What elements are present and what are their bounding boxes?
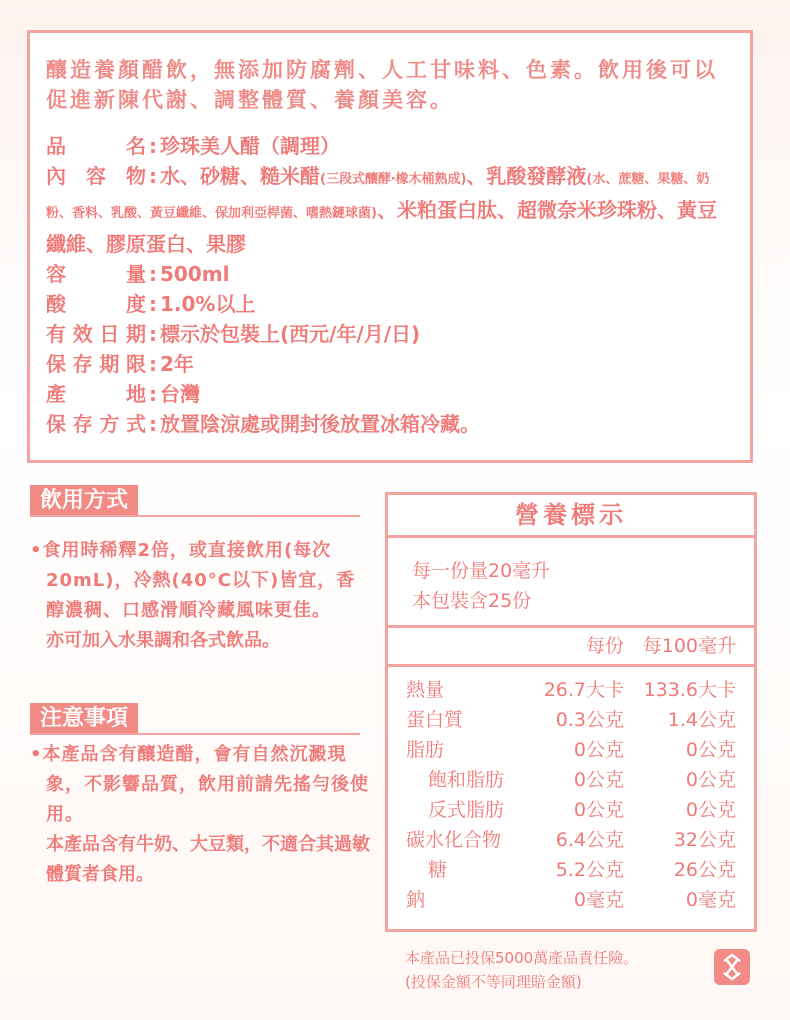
nutrient-per-100: 26公克: [673, 859, 736, 881]
serving-info: [388, 538, 754, 628]
usage-title: 飲用方式: [30, 485, 138, 517]
nutrient-per-serving: 0公克: [573, 769, 624, 791]
caution-title: 注意事項: [30, 703, 138, 735]
storage-value: 放置陰涼處或開封後放置冰箱冷藏。: [160, 412, 480, 436]
footer-line1: 本產品已投保5000萬產品責任險。: [405, 949, 639, 967]
caution-line2: 本產品含有牛奶、大豆類，不適合其過敏體質者食用。: [46, 834, 370, 885]
product-info-box: [27, 30, 753, 463]
nutrition-row: [388, 885, 754, 915]
shelf-value: 2年: [160, 352, 194, 376]
footer-line2: (投保金額不等同理賠金額): [405, 973, 582, 991]
nutrition-row: [388, 825, 754, 855]
caution-divider: [30, 733, 360, 735]
content-part3: 、米粕蛋白肽、超微奈米珍珠粉、黃豆纖維、膠原蛋白、果膠: [46, 198, 717, 256]
intro-text: 釀造養顏醋飲，無添加防腐劑、人工甘味料、色素。飲用後可以促進新陳代謝、調整體質、養顏美容。: [46, 58, 718, 112]
col-per-100: 每100毫升: [642, 635, 736, 657]
nutrient-name: 糖: [428, 859, 448, 881]
acidity-label: 酸度: [46, 292, 146, 316]
shelf-label: 保存期限: [46, 352, 146, 376]
nutrient-name: 蛋白質: [406, 709, 464, 731]
expiry-value: 標示於包裝上(西元/年/月/日): [160, 322, 421, 346]
nutrition-row: [388, 735, 754, 765]
acidity-value: 1.0%以上: [160, 292, 256, 316]
serving-size: 每一份量20毫升: [412, 560, 551, 582]
nutrient-per-serving: 0毫克: [573, 889, 624, 911]
name-row: 品名 : 珍珠美人醋（調理）: [46, 131, 734, 161]
nutrient-per-100: 0毫克: [685, 889, 736, 911]
content-small2: (水、蔗糖、果糖、奶粉、香料、乳酸、黃豆纖維、保加利亞桿菌、嗜熱鏈球菌): [46, 172, 710, 221]
nutrient-per-serving: 26.7大卡: [543, 679, 624, 701]
usage-line2: 亦可加入水果調和各式飲品。: [46, 630, 280, 651]
nutrient-per-100: 0公克: [685, 769, 736, 791]
nutrition-row: [388, 795, 754, 825]
footer: [405, 946, 638, 994]
usage-divider: [30, 515, 360, 517]
shelf-row: 保存期限 : 2年: [46, 349, 734, 379]
nutrient-per-100: 133.6大卡: [643, 679, 736, 701]
nutrient-name: 鈉: [406, 889, 426, 911]
volume-value: 500ml: [160, 262, 230, 286]
servings-per-package: 本包裝含25份: [412, 590, 532, 612]
nutrition-row: [388, 855, 754, 885]
name-label: 品名: [46, 134, 146, 158]
caution-section: [30, 740, 370, 890]
acidity-row: 酸度 : 1.0%以上: [46, 289, 734, 319]
nutrient-per-serving: 0公克: [573, 739, 624, 761]
nutrient-name: 飽和脂肪: [428, 769, 505, 791]
content-small1: (三段式釀酵‧橡木桶熟成): [320, 172, 467, 187]
storage-label: 保存方式: [46, 412, 146, 436]
nutrition-row: [388, 705, 754, 735]
nutrient-per-100: 1.4公克: [667, 709, 736, 731]
expiry-label: 有效日期: [46, 322, 146, 346]
nutrition-table: [385, 492, 757, 932]
nutrient-per-serving: 6.4公克: [555, 829, 624, 851]
nutrition-row: [388, 675, 754, 705]
usage-section: [30, 536, 370, 656]
nutrient-name: 脂肪: [406, 739, 445, 761]
content-part1: 水、砂糖、糙米醋: [160, 164, 320, 188]
caution-line1: •本產品含有釀造醋，會有自然沉澱現象，不影響品質，飲用前請先搖勻後使用。: [30, 744, 369, 825]
nutrient-per-serving: 5.2公克: [555, 859, 624, 881]
nutrient-name: 反式脂肪: [428, 799, 505, 821]
nutrient-per-100: 32公克: [673, 829, 736, 851]
content-label: 內容物: [46, 164, 146, 188]
nutrient-per-serving: 0公克: [573, 799, 624, 821]
col-per-serving: 每份: [585, 635, 624, 657]
nutrient-per-100: 0公克: [685, 739, 736, 761]
recycle-icon: [712, 947, 752, 987]
usage-line1: •食用時稀釋2倍，或直接飲用(每次20mL)，冷熱(40°C以下)皆宜，香醇濃稠、口感滑順冷藏風味更佳。: [30, 540, 356, 621]
nutrition-title: 營養標示: [388, 495, 754, 538]
volume-row: 容量 : 500ml: [46, 259, 734, 289]
expiry-row: 有效日期 : 標示於包裝上(西元/年/月/日): [46, 319, 734, 349]
storage-row: 保存方式 : 放置陰涼處或開封後放置冰箱冷藏。: [46, 409, 734, 439]
origin-value: 台灣: [160, 382, 200, 406]
nutrient-per-100: 0公克: [685, 799, 736, 821]
nutrition-row: [388, 765, 754, 795]
nutrient-per-serving: 0.3公克: [555, 709, 624, 731]
nutrient-name: 熱量: [406, 679, 445, 701]
nutrition-rows: [388, 667, 754, 915]
content-part2: 、乳酸發酵液: [466, 164, 587, 188]
origin-row: 產地 : 台灣: [46, 379, 734, 409]
nutrition-header: [388, 628, 754, 667]
nutrient-name: 碳水化合物: [406, 829, 502, 851]
volume-label: 容量: [46, 262, 146, 286]
content-row: 內容物 : 水、砂糖、糙米醋(三段式釀酵‧橡木桶熟成)、乳酸發酵液(水、蔗糖、果糖、奶粉、香料、乳酸、黃豆纖維、保加利亞桿菌、嗜熱鏈球菌)、米粕蛋白肽、超微奈米珍珠粉、黃豆纖維、膠原蛋白、果膠: [46, 161, 734, 259]
origin-label: 產地: [46, 382, 146, 406]
name-value: 珍珠美人醋（調理）: [160, 134, 340, 158]
